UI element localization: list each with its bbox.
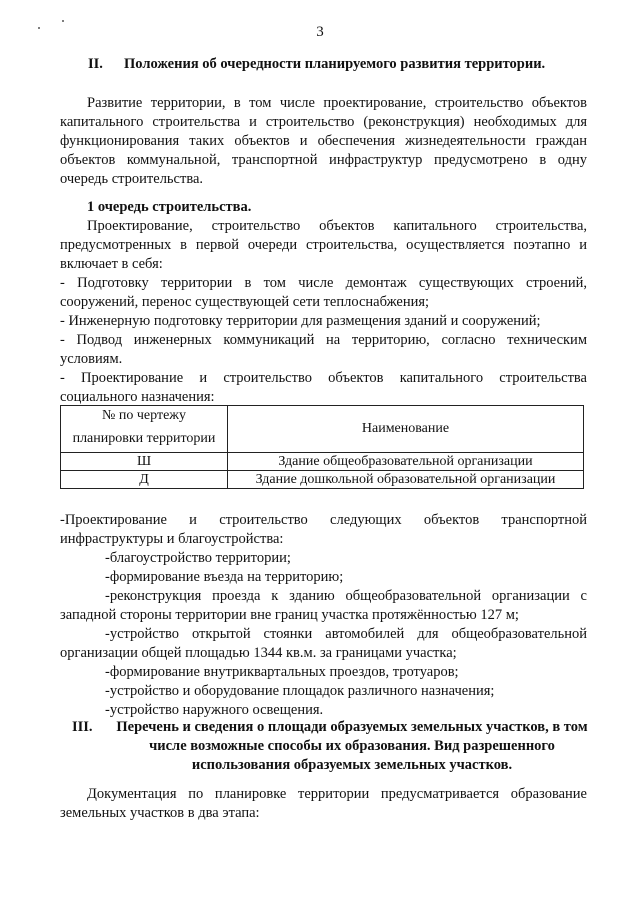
table-cell-number: Ш <box>61 453 228 471</box>
list-item: -благоустройство территории; <box>105 550 291 566</box>
section-3-text: Документация по планировке территории предусматривается образование земельных участков в два этапа: <box>60 786 587 821</box>
list-item: - Подвод инженерных коммуникаций на территорию, согласно техническим условиям. <box>60 332 587 367</box>
transport-list <box>60 511 587 720</box>
phase-1-items <box>60 274 587 407</box>
list-item: -устройство открытой стоянки автомобилей для общеобразовательной организации общей площадью 1344 кв.м. за границами участка; <box>60 626 587 661</box>
table-row <box>61 453 584 471</box>
scan-speck <box>62 20 64 22</box>
list-item: -формирование въезда на территорию; <box>105 569 344 585</box>
section-3-number: III. <box>72 719 93 735</box>
phase-1-title: 1 очередь строительства. <box>87 199 252 215</box>
section-2-heading <box>88 56 588 73</box>
table-header-name: Наименование <box>228 406 584 453</box>
transport-lead: -Проектирование и строительство следующих объектов транспортной инфраструктуры и благоустройства: <box>60 512 587 547</box>
list-item: - Проектирование и строительство объектов капитального строительства социального назначения: <box>60 370 587 405</box>
page-number: 3 <box>316 24 324 40</box>
section-2-number: II. <box>88 56 103 72</box>
table-header-row <box>61 406 584 453</box>
phase-1-text: Проектирование, строительство объектов капитального строительства, предусмотренных в первой очереди строительства, осуществляется поэтапно и включает в себя: <box>60 218 587 272</box>
table-header-number: № по чертежу планировки территории <box>61 406 228 453</box>
list-item: - Инженерную подготовку территории для размещения зданий и сооружений; <box>60 313 541 329</box>
list-item: -устройство наружного освещения. <box>105 702 324 718</box>
section-3-heading <box>72 718 592 775</box>
table-row <box>61 471 584 489</box>
table-cell-name: Здание общеобразовательной организации <box>228 453 584 471</box>
table-cell-name: Здание дошкольной образовательной организации <box>228 471 584 489</box>
section-2-intro: Развитие территории, в том числе проектирование, строительство объектов капитального строительства и строительство (реконструкция) необходимых для функционирования таких объектов и обеспечения жизнедеятельности граждан объектов коммунальной, транспортной инфраструктур предусмотрено в одну очередь строительства. <box>60 95 587 187</box>
list-item: - Подготовку территории в том числе демонтаж существующих строений, сооружений, перенос существующей сети теплоснабжения; <box>60 275 587 310</box>
section-2-title: Положения об очередности планируемого развития территории. <box>124 56 546 72</box>
list-item: -формирование внутриквартальных проездов, тротуаров; <box>105 664 459 680</box>
list-item: -реконструкция проезда к зданию общеобразовательной организации с западной стороны территории вне границ участка протяжённостью 127 м; <box>60 588 587 623</box>
objects-table <box>60 405 584 489</box>
list-item: -устройство и оборудование площадок различного назначения; <box>105 683 495 699</box>
table-cell-number: Д <box>61 471 228 489</box>
section-3-title: Перечень и сведения о площади образуемых земельных участков, в том числе возможные способы их образования. Вид разрешенного использования образуемых земельных участков. <box>116 719 588 773</box>
